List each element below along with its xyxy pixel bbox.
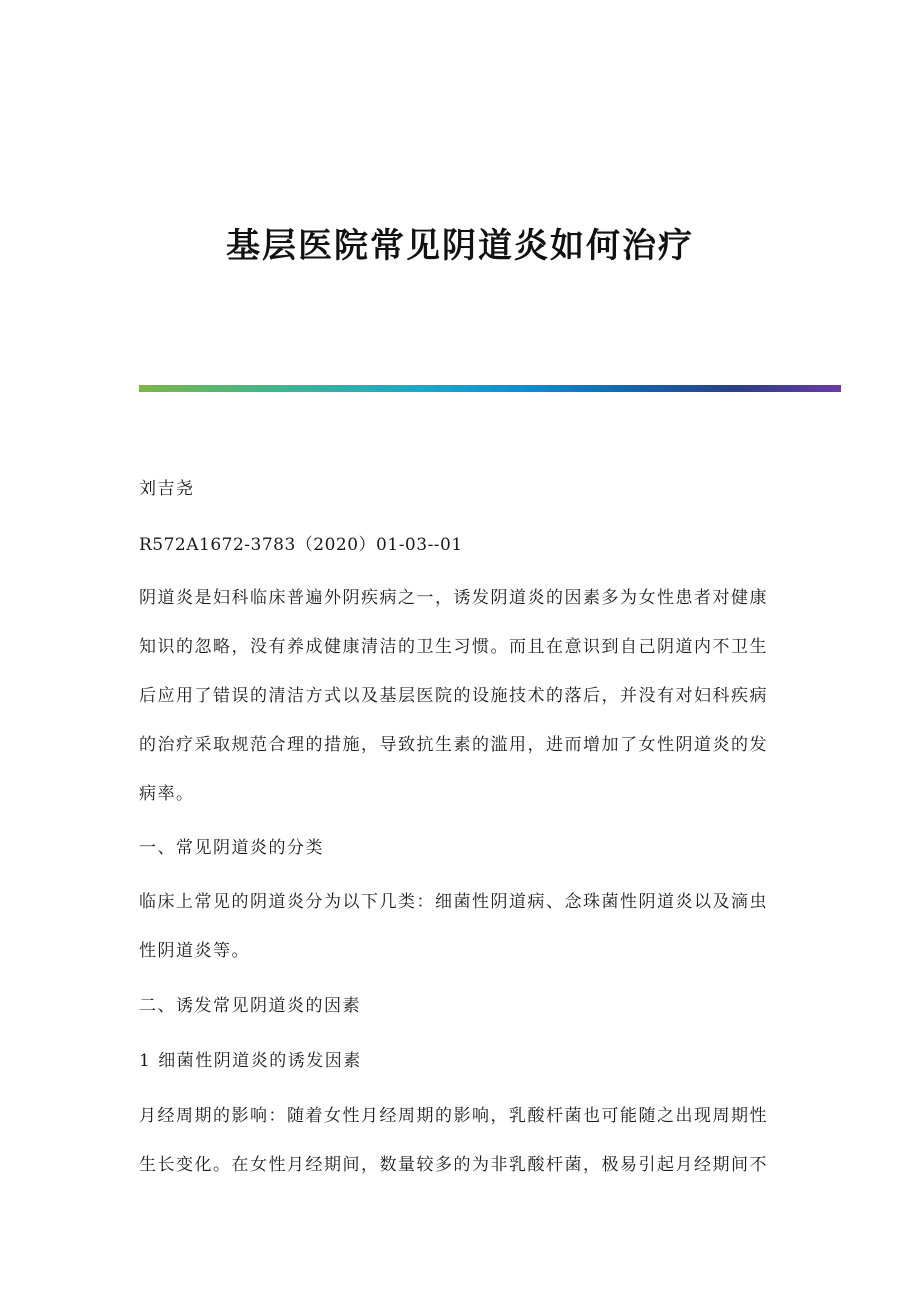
intro-line: 后应用了错误的清洁方式以及基层医院的设施技术的落后，并没有对妇科疾病 <box>139 686 768 706</box>
gradient-divider <box>139 385 841 392</box>
section-heading: 一、常见阴道炎的分类 <box>139 838 324 858</box>
subsection-heading: 1 细菌性阴道炎的诱发因素 <box>139 1051 362 1071</box>
section-heading: 二、诱发常见阴道炎的因素 <box>139 996 361 1016</box>
intro-line: 知识的忽略，没有养成健康清洁的卫生习惯。而且在意识到自己阴道内不卫生 <box>139 637 768 657</box>
classification-code: R572A1672-3783（2020）01-03--01 <box>139 535 463 555</box>
subsection-line: 月经周期的影响：随着女性月经周期的影响，乳酸杆菌也可能随之出现周期性 <box>139 1106 768 1126</box>
author-name: 刘吉尧 <box>139 479 195 499</box>
section-line: 性阴道炎等。 <box>139 941 250 961</box>
intro-line: 的治疗采取规范合理的措施，导致抗生素的滥用，进而增加了女性阴道炎的发 <box>139 735 768 755</box>
section-line: 临床上常见的阴道炎分为以下几类：细菌性阴道病、念珠菌性阴道炎以及滴虫 <box>139 892 768 912</box>
document-title: 基层医院常见阴道炎如何治疗 <box>226 226 694 266</box>
intro-line: 病率。 <box>139 784 195 804</box>
subsection-line: 生长变化。在女性月经期间，数量较多的为非乳酸杆菌，极易引起月经期间不 <box>139 1155 768 1175</box>
intro-line: 阴道炎是妇科临床普遍外阴疾病之一，诱发阴道炎的因素多为女性患者对健康 <box>139 588 768 608</box>
